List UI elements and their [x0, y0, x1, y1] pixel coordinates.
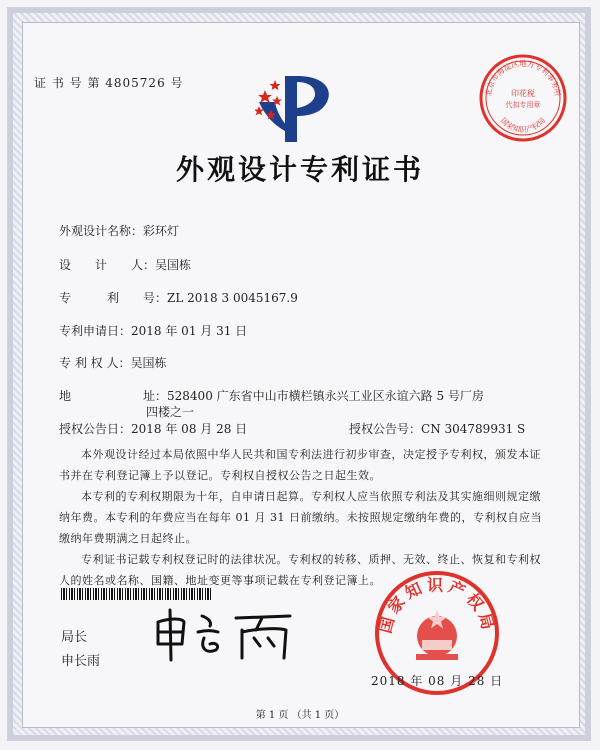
- field-address-line2: 四楼之一: [146, 405, 195, 419]
- field-apply-date: [59, 322, 247, 339]
- field-value: 2018 年 08 月 28 日: [131, 422, 248, 436]
- field-value: CN 304789931 S: [421, 422, 526, 436]
- director-signature: [150, 604, 300, 664]
- field-designer: [59, 256, 191, 273]
- barcode: [61, 588, 211, 600]
- field-label: 授权公告号：: [349, 422, 422, 436]
- field-value: ZL 2018 3 0045167.9: [167, 291, 298, 305]
- field-grant-no: [349, 420, 525, 437]
- seal-ring-text: 北京市海淀区地方专利事务所: [483, 59, 563, 97]
- seal-ring-text: 国家知识产权局: [375, 575, 499, 636]
- field-label: 地 址：: [59, 389, 168, 403]
- field-design-name: [59, 222, 179, 239]
- seal-center-line2: 代扣专用章: [505, 101, 541, 109]
- page-footer: 第 1 页 （共 1 页）: [255, 710, 345, 721]
- field-patent-no: [59, 289, 298, 306]
- field-value: 吴国栋: [155, 258, 192, 272]
- field-label: 外观设计名称：: [59, 224, 144, 238]
- director-name: 申长雨: [61, 654, 101, 669]
- field-value: 吴国栋: [130, 356, 167, 370]
- field-label: 专利申请日：: [59, 324, 132, 338]
- field-label: 授权公告日：: [59, 422, 132, 436]
- director-title: 局长: [61, 630, 88, 645]
- field-value: 528400 广东省中山市横栏镇永兴工业区永谊六路 5 号厂房: [167, 389, 484, 403]
- certificate-number: 证 书 号 第 4805726 号: [34, 76, 184, 90]
- paragraph-grant: 本外观设计经过本局依照中华人民共和国专利法进行初步审查，决定授予专利权，颁发本证书并在专利登记簿上予以登记。专利权自授权公告之日起生效。: [59, 448, 541, 482]
- tax-seal-stamp: [477, 52, 569, 144]
- field-patentee: [59, 354, 166, 371]
- paragraph-term: 本专利的专利权期限为十年，自申请日起算。专利权人应当依照专利法及其实施细则规定缴纳年费。本专利的年费应当在每年 01 月 31 日前缴纳。未按照规定缴纳年费的，专利权自应当缴纳年费期满之日起终止。: [59, 490, 542, 545]
- field-grant-date: [59, 420, 247, 437]
- seal-bottom-text: 国家知识产权局: [498, 115, 548, 134]
- field-address: [59, 387, 484, 404]
- field-label: 设 计 人：: [59, 258, 156, 272]
- paragraph-legal-status: 专利证书记载专利权登记时的法律状况。专利权的转移、质押、无效、终止、恢复和专利权人的姓名或名称、国籍、地址变更等事项记载在专利登记簿上。: [59, 553, 541, 587]
- field-value: 2018 年 01 月 31 日: [131, 324, 248, 338]
- field-label: 专 利 号：: [59, 291, 168, 305]
- seal-center-line1: 印花税: [511, 89, 535, 98]
- cnipa-logo-icon: [255, 72, 335, 144]
- field-value: 彩环灯: [143, 224, 180, 238]
- page-title: 外观设计专利证书: [175, 153, 424, 186]
- seal-date: 2018 年 08 月 28 日: [371, 674, 504, 688]
- field-label: 专 利 权 人：: [59, 356, 131, 370]
